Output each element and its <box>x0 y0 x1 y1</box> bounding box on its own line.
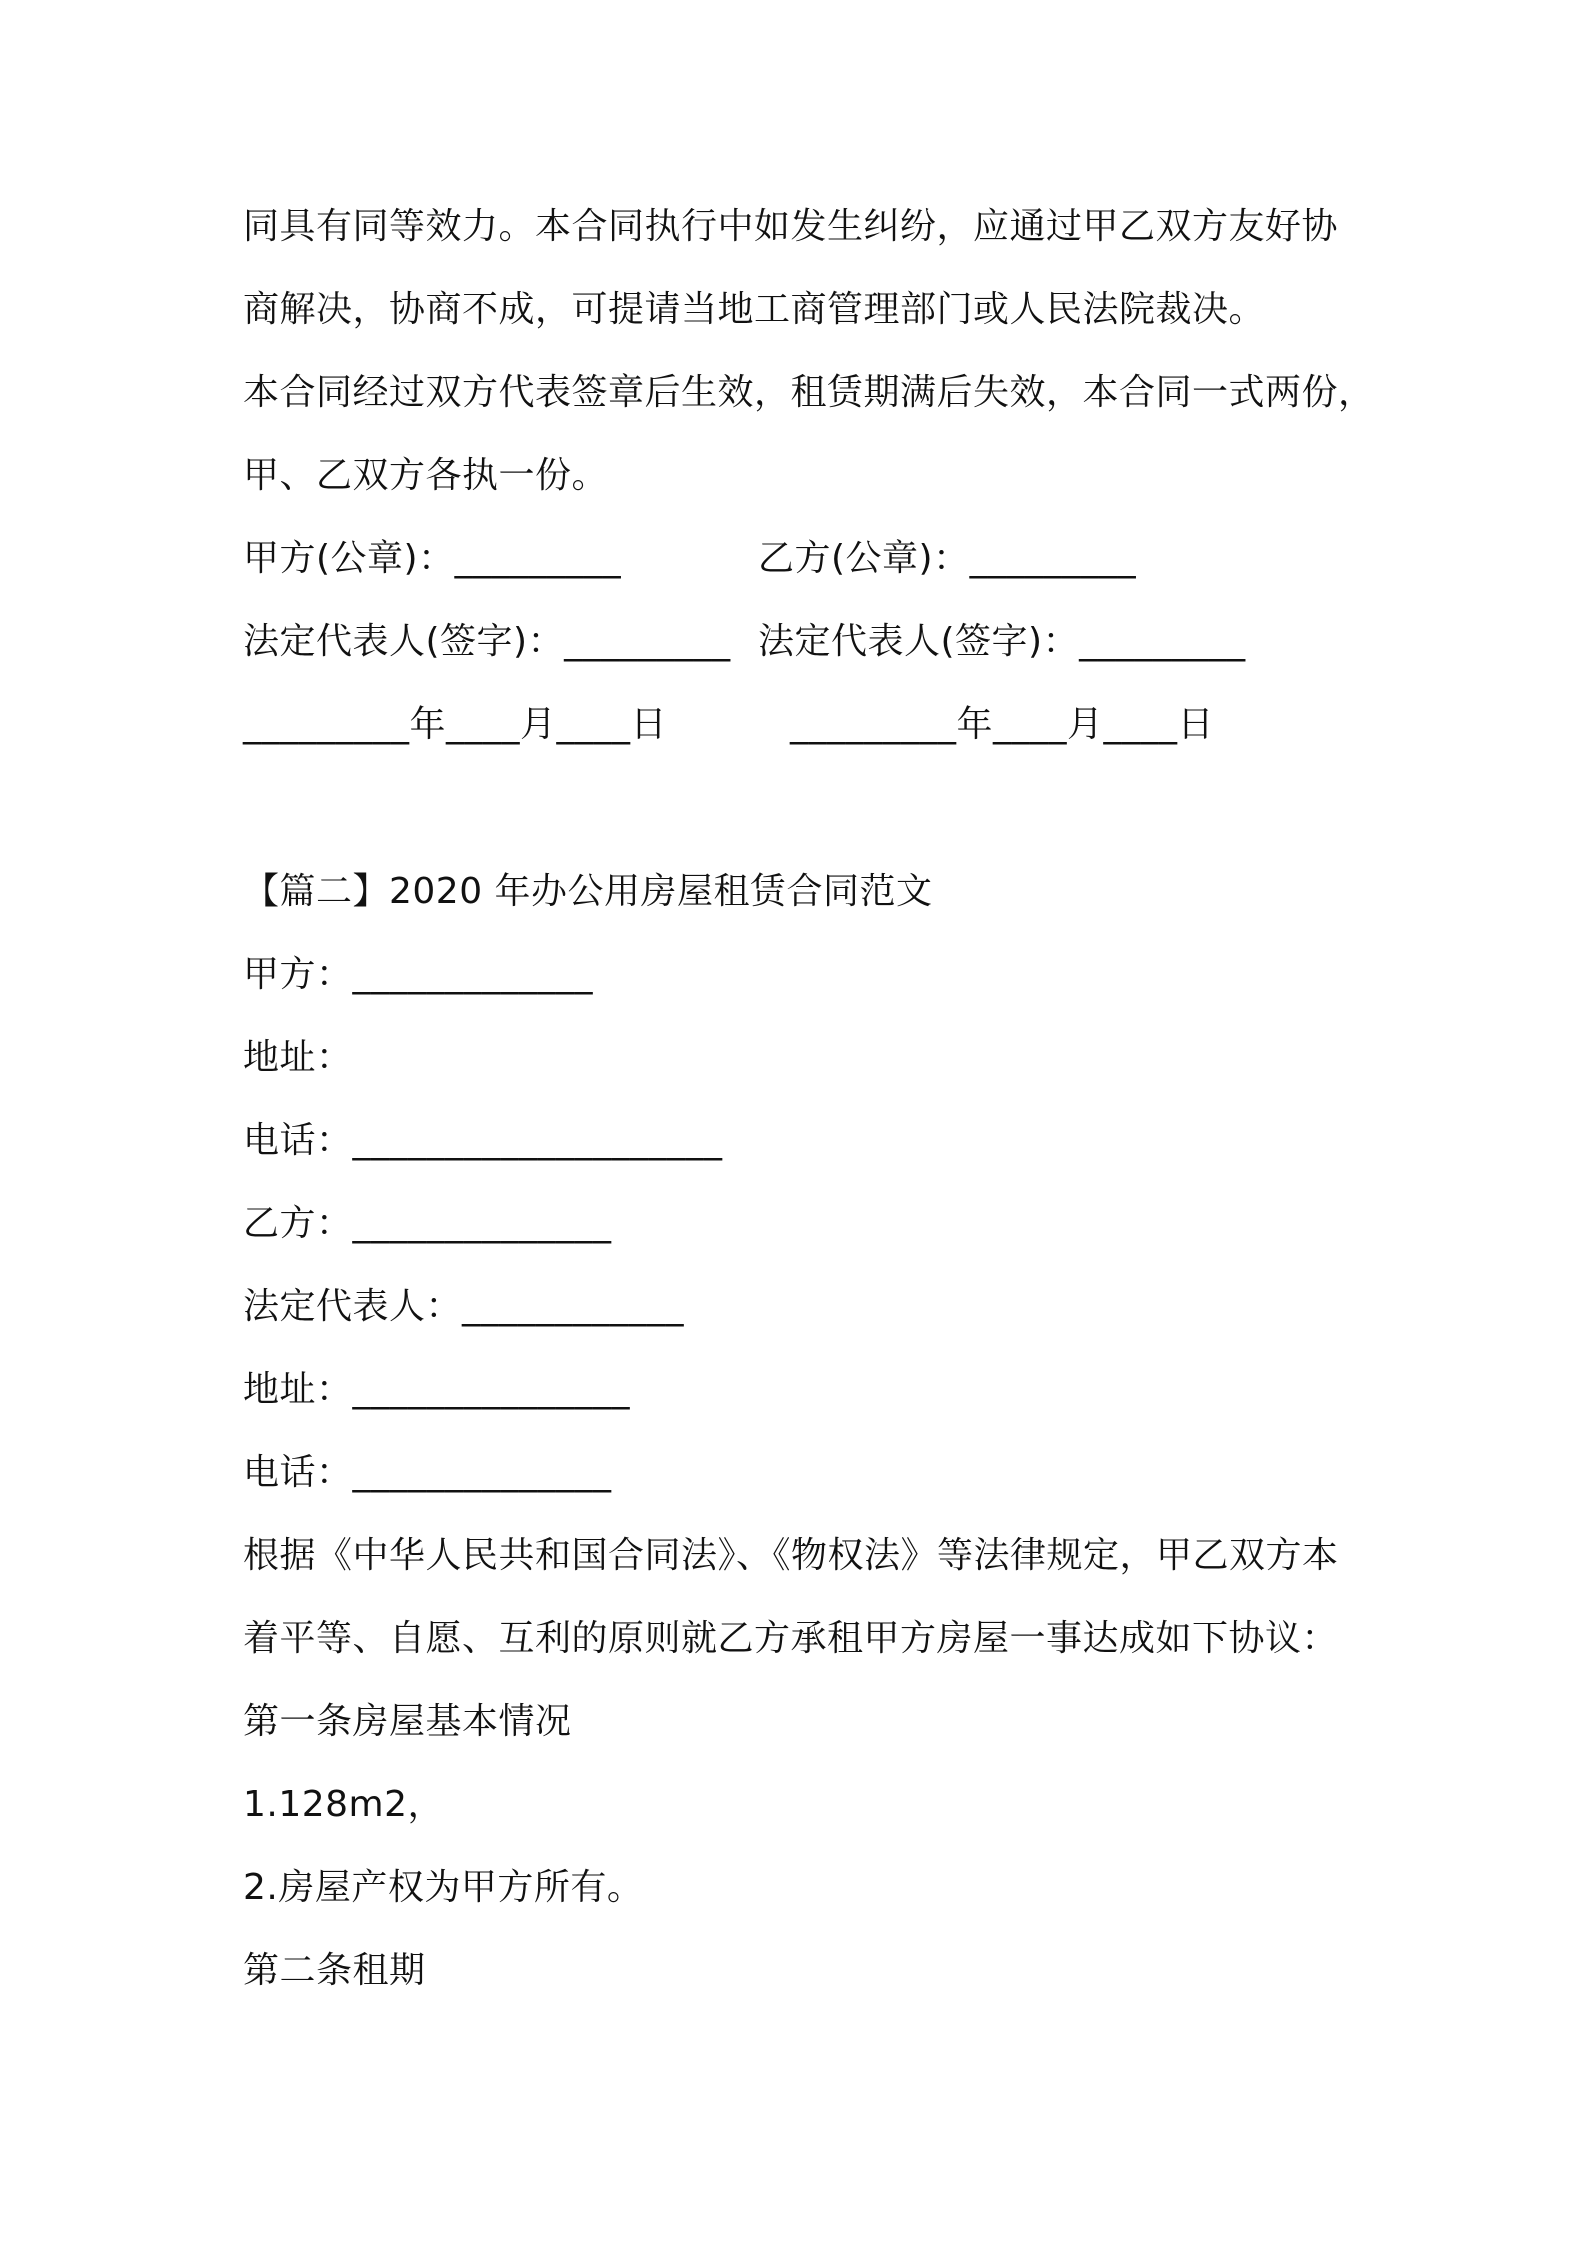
party-b-phone-field: 电话：______________ <box>243 1452 612 1493</box>
paragraph-line-1: 同具有同等效力。本合同执行中如发生纠纷，应通过甲乙双方友好协 <box>243 206 1339 247</box>
agreement-line-2: 着平等、自愿、互利的原则就乙方承租甲方房屋一事达成如下协议： <box>243 1618 1339 1659</box>
agreement-line-1: 根据《中华人民共和国合同法》、《物权法》等法律规定，甲乙双方本 <box>243 1535 1339 1576</box>
article-2-heading: 第二条租期 <box>243 1950 426 1991</box>
party-a-date-field: _________年____月____日 <box>243 704 667 745</box>
party-b-representative-field: 法定代表人(签字)：_________ <box>758 621 1246 662</box>
party-a-seal-field: 甲方(公章)：_________ <box>243 538 622 579</box>
party-b-name-field: 乙方：______________ <box>243 1203 612 1244</box>
party-b-seal-field: 乙方(公章)：_________ <box>758 538 1137 579</box>
legal-representative-field: 法定代表人：____________ <box>243 1286 685 1327</box>
article-1-heading: 第一条房屋基本情况 <box>243 1701 572 1742</box>
party-b-address-field: 地址：_______________ <box>243 1369 631 1410</box>
party-a-name-field: 甲方：_____________ <box>243 954 594 995</box>
article-1-item-1: 1.128m2， <box>243 1784 445 1825</box>
paragraph-line-4: 甲、乙双方各执一份。 <box>243 455 609 496</box>
party-a-representative-field: 法定代表人(签字)：_________ <box>243 621 731 662</box>
paragraph-line-2: 商解决，协商不成，可提请当地工商管理部门或人民法院裁决。 <box>243 289 1266 330</box>
party-b-date-field: _________年____月____日 <box>790 704 1214 745</box>
party-a-phone-field: 电话：____________________ <box>243 1120 723 1161</box>
section-title: 【篇二】2020 年办公用房屋租赁合同范文 <box>243 871 933 912</box>
paragraph-line-3: 本合同经过双方代表签章后生效，租赁期满后失效，本合同一式两份， <box>243 372 1375 413</box>
article-1-item-2: 2.房屋产权为甲方所有。 <box>243 1867 644 1908</box>
party-a-address-field: 地址： <box>243 1037 353 1078</box>
